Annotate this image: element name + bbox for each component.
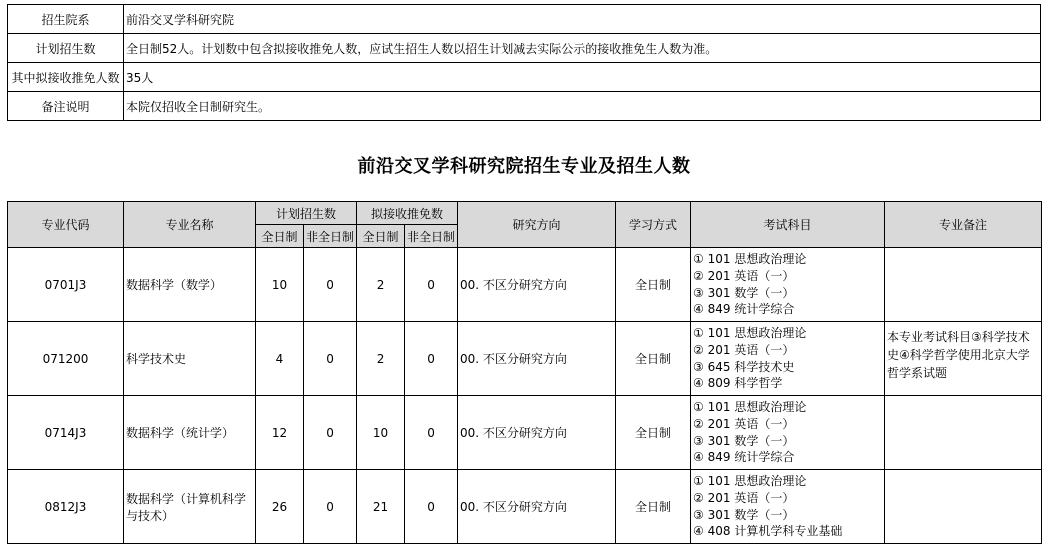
- header-code: 专业代码: [8, 202, 124, 248]
- table-row: [8, 470, 1042, 544]
- table-row: [8, 248, 1042, 322]
- header-direction: 研究方向: [458, 202, 616, 248]
- exam-subject: ① 101 思想政治理论: [693, 325, 807, 340]
- exam-subjects: [691, 470, 885, 544]
- exam-subject: ② 201 英语（一）: [693, 342, 795, 357]
- plan-parttime: 0: [304, 396, 357, 470]
- major-name: 科学技术史: [124, 322, 256, 396]
- plan-fulltime: 12: [256, 396, 304, 470]
- header-rec-parttime: 非全日制: [405, 225, 458, 248]
- plan-parttime: 0: [304, 322, 357, 396]
- major-name: 数据科学（计算机科学与技术）: [124, 470, 256, 544]
- rec-parttime: 0: [405, 248, 458, 322]
- exam-subject: ③ 301 数学（一）: [693, 507, 795, 522]
- major-remark: [885, 248, 1042, 322]
- exam-subject: ④ 408 计算机学科专业基础: [693, 524, 843, 539]
- research-direction: 00. 不区分研究方向: [458, 470, 616, 544]
- info-value: 全日制52人。计划数中包含拟接收推免人数，应试生招生人数以招生计划减去实际公示的接收推免生人数为准。: [124, 34, 1041, 63]
- header-plan-parttime: 非全日制: [304, 225, 357, 248]
- rec-fulltime: 21: [357, 470, 405, 544]
- header-row: [8, 202, 1042, 225]
- rec-fulltime: 2: [357, 322, 405, 396]
- header-recommend: 拟接收推免数: [357, 202, 458, 225]
- rec-fulltime: 10: [357, 396, 405, 470]
- exam-subject: ④ 809 科学哲学: [693, 376, 783, 391]
- info-value: 本院仅招收全日制研究生。: [124, 92, 1041, 121]
- major-code: 071200: [8, 322, 124, 396]
- research-direction: 00. 不区分研究方向: [458, 396, 616, 470]
- exam-subject: ④ 849 统计学综合: [693, 450, 795, 465]
- exam-subject: ③ 301 数学（一）: [693, 285, 795, 300]
- major-remark: 本专业考试科目③科学技术史④科学哲学使用北京大学哲学系试题: [885, 322, 1042, 396]
- major-code: 0701J3: [8, 248, 124, 322]
- exam-subject: ④ 849 统计学综合: [693, 302, 795, 317]
- major-code: 0714J3: [8, 396, 124, 470]
- header-plan-fulltime: 全日制: [256, 225, 304, 248]
- info-label: 计划招生数: [8, 34, 124, 63]
- header-plan: 计划招生数: [256, 202, 357, 225]
- info-value: 前沿交叉学科研究院: [124, 5, 1041, 34]
- study-mode: 全日制: [616, 470, 691, 544]
- exam-subjects: [691, 322, 885, 396]
- header-remark: 专业备注: [885, 202, 1042, 248]
- info-row: [8, 34, 1041, 63]
- header-subjects: 考试科目: [691, 202, 885, 248]
- major-code: 0812J3: [8, 470, 124, 544]
- plan-parttime: 0: [304, 248, 357, 322]
- plan-parttime: 0: [304, 470, 357, 544]
- major-remark: [885, 396, 1042, 470]
- exam-subject: ② 201 英语（一）: [693, 490, 795, 505]
- exam-subject: ② 201 英语（一）: [693, 268, 795, 283]
- exam-subject: ② 201 英语（一）: [693, 416, 795, 431]
- plan-fulltime: 26: [256, 470, 304, 544]
- research-direction: 00. 不区分研究方向: [458, 248, 616, 322]
- rec-fulltime: 2: [357, 248, 405, 322]
- exam-subject: ① 101 思想政治理论: [693, 399, 807, 414]
- info-value: 35人: [124, 63, 1041, 92]
- study-mode: 全日制: [616, 396, 691, 470]
- rec-parttime: 0: [405, 396, 458, 470]
- page-title: 前沿交叉学科研究院招生专业及招生人数: [357, 156, 691, 177]
- info-row: [8, 92, 1041, 121]
- admission-info-table: [7, 4, 1041, 121]
- info-label: 招生院系: [8, 5, 124, 34]
- info-row: [8, 5, 1041, 34]
- header-rec-fulltime: 全日制: [357, 225, 405, 248]
- exam-subject: ③ 645 科学技术史: [693, 359, 795, 374]
- research-direction: 00. 不区分研究方向: [458, 322, 616, 396]
- info-row: [8, 63, 1041, 92]
- major-name: 数据科学（数学）: [124, 248, 256, 322]
- table-row: [8, 396, 1042, 470]
- info-label: 备注说明: [8, 92, 124, 121]
- exam-subject: ① 101 思想政治理论: [693, 473, 807, 488]
- info-label: 其中拟接收推免人数: [8, 63, 124, 92]
- rec-parttime: 0: [405, 470, 458, 544]
- study-mode: 全日制: [616, 248, 691, 322]
- major-table: [7, 201, 1042, 544]
- exam-subjects: [691, 248, 885, 322]
- header-mode: 学习方式: [616, 202, 691, 248]
- study-mode: 全日制: [616, 322, 691, 396]
- major-name: 数据科学（统计学）: [124, 396, 256, 470]
- header-name: 专业名称: [124, 202, 256, 248]
- exam-subjects: [691, 396, 885, 470]
- exam-subject: ① 101 思想政治理论: [693, 251, 807, 266]
- rec-parttime: 0: [405, 322, 458, 396]
- plan-fulltime: 4: [256, 322, 304, 396]
- major-remark: [885, 470, 1042, 544]
- plan-fulltime: 10: [256, 248, 304, 322]
- exam-subject: ③ 301 数学（一）: [693, 433, 795, 448]
- table-row: [8, 322, 1042, 396]
